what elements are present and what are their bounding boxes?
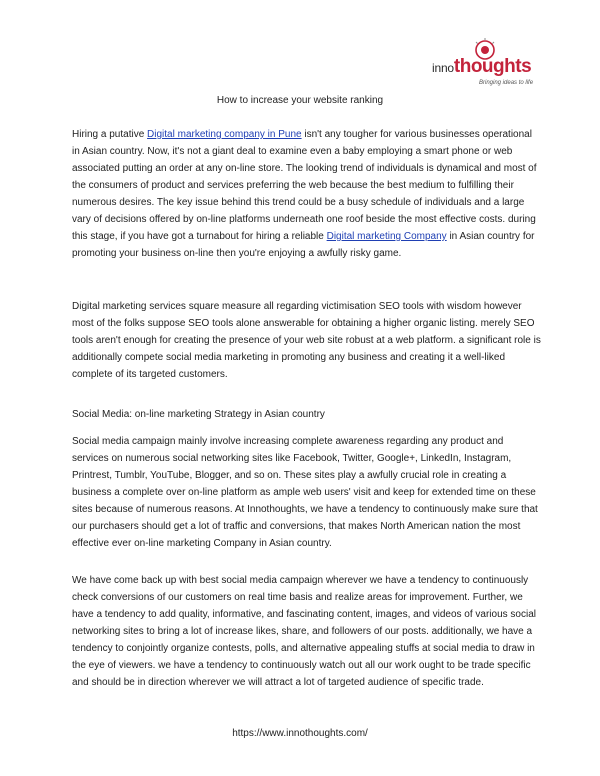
company-logo[interactable] <box>432 38 532 94</box>
paragraph-intro-text-1: Hiring a putative <box>72 129 148 140</box>
link-digital-marketing-pune[interactable]: Digital marketing company in Pune <box>147 129 302 140</box>
paragraph-social-media: Social media campaign mainly involve increasing complete awareness regarding any product and services on numerous social networking sites like Facebook, Twitter, Google+, LinkedIn, Instagram, Printrest, Tumblr, YouTube, Blogger, and so on. These sites play a awfully crucial role in creating a business a complete over on-line platform as ample web users' visit and keep for extended time on these sites because of numerous reasons. At Innothoughts, we have a tendency to continuously make sure that our purchasers should get a lot of traffic and conversions, that makes North American nation the most effective ever on-line marketing Company in Asian country. <box>72 436 538 549</box>
paragraph-intro <box>72 126 542 262</box>
paragraph-intro-text-2: isn't any tougher for various businesses operational in Asian country. Now, it's not a giant deal to examine even a baby employing a smart phone or web associated putting an order at any on-line store. The looking trend of individuals is dynamical and most of the consumers of product and services preferring the web because the best medium to fulfilling their numerous desires. The key issue behind this trend could be a busy schedule of individuals and a large vary of decisions offered by on-line platforms underneath one roof beside the most effective costs. during this stage, if you have got a turnabout for hiring a reliable <box>72 129 537 242</box>
paragraph-seo: Digital marketing services square measure all regarding victimisation SEO tools with wisdom however most of the folks suppose SEO tools alone answerable for obtaining a higher organic listing. merely SEO tools aren't enough for creating the presence of your web site robust at a web platform. a significant role is additionally compete social media marketing in promoting any business and creating it a well-liked complete of its targeted customers. <box>72 301 541 380</box>
document-title: How to increase your website ranking <box>216 95 384 106</box>
paragraph-intro-text-3: in Asian country for promoting your business on-line then you're enjoying a awfully risky game. <box>72 231 535 259</box>
logo-wordmark <box>432 56 531 78</box>
paragraph-campaign: We have come back up with best social media campaign wherever we have a tendency to continuously check conversions of our customers on real time basis and realize areas for improvement. Further, we have a tendency to add quality, informative, and fascinating content, images, and videos of various social networking sites to bring a lot of increase likes, share, and followers of our posts. additionally, we have a tendency to conjointly organize contests, polls, and alternative appealing stuffs at social media to draw in the eye of viewers. we have a tendency to continuously watch out all our work ought to be trade specific and should be in direction wherever we will attract a lot of targeted audience of specific trade. <box>72 575 536 688</box>
footer-url[interactable]: https://www.innothoughts.com/ <box>232 728 368 739</box>
logo-thoughts: thoughts <box>453 56 532 77</box>
logo-tagline: Bringing ideas to life <box>479 80 534 86</box>
link-digital-marketing-company[interactable]: Digital marketing Company <box>326 231 447 242</box>
logo-inno: inno <box>432 61 454 75</box>
section-heading-social-media: Social Media: on-line marketing Strategy in Asian country <box>72 409 325 420</box>
